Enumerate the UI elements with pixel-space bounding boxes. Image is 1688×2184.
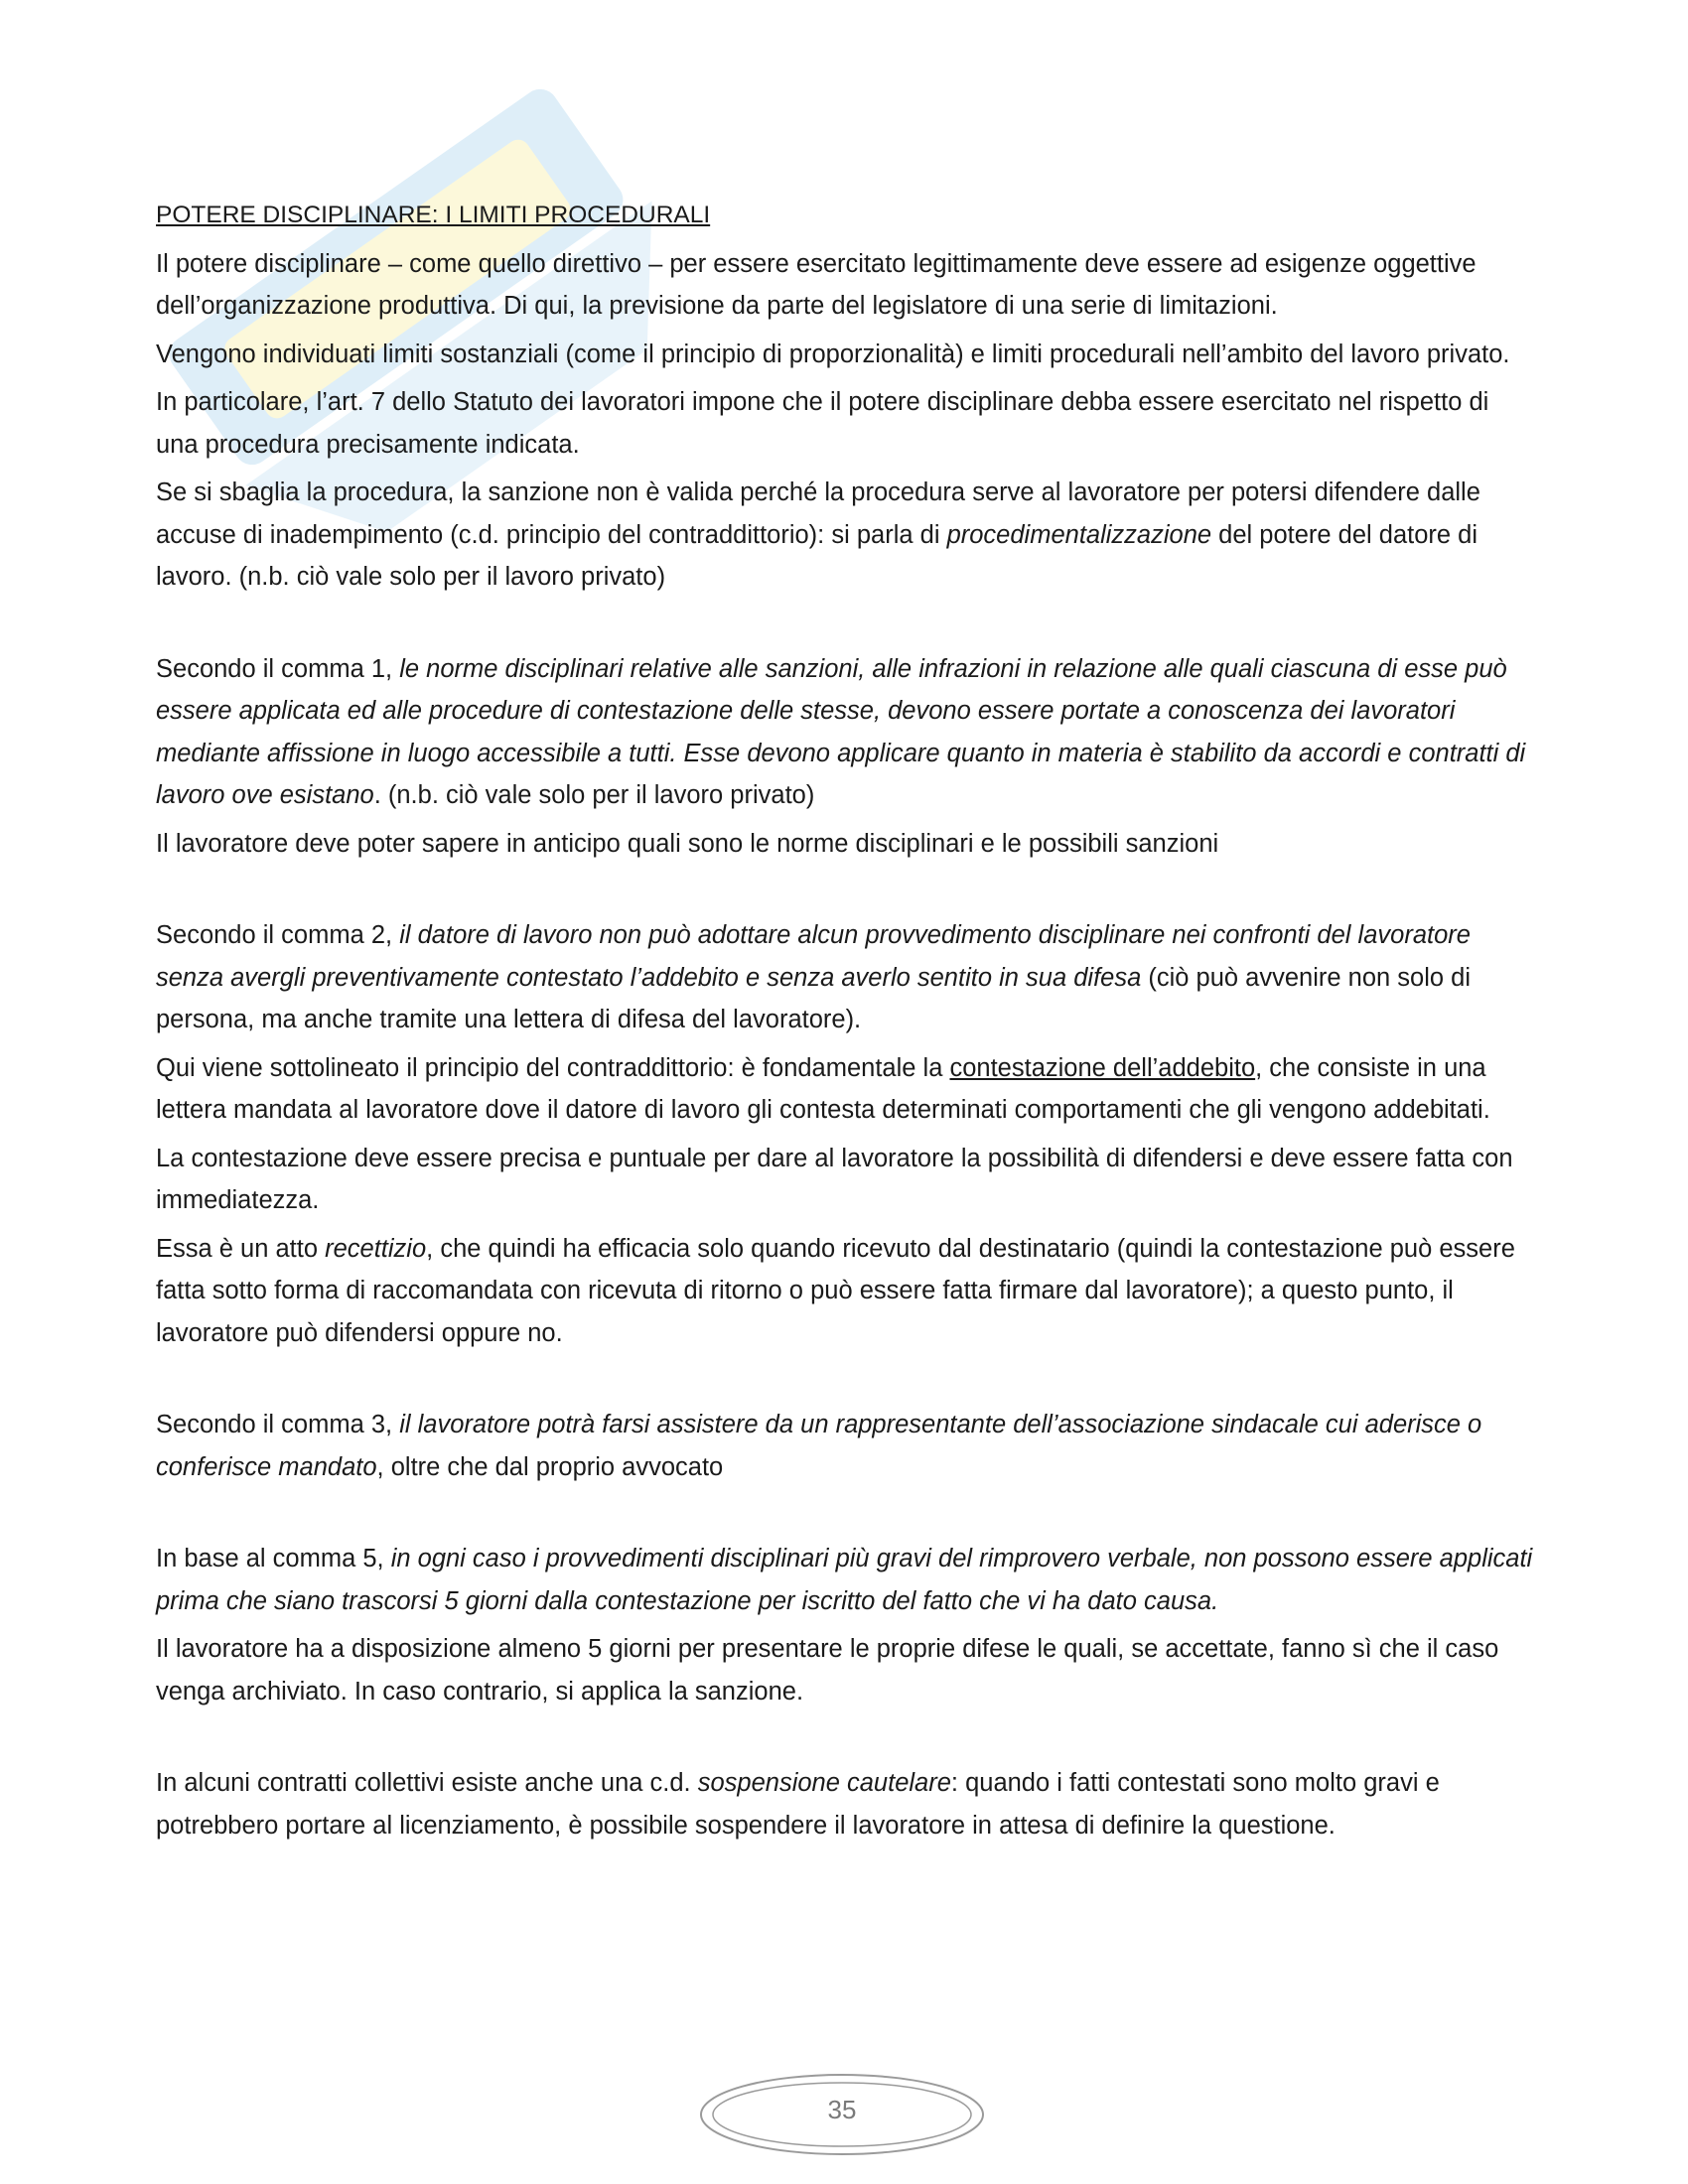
paragraph-comma-1: Secondo il comma 1, le norme disciplinari relative alle sanzioni, alle infrazioni in relazione alle quali ciascuna di esse può essere applicata ed alle procedure di contestazione delle stesse, devono essere portate a conoscenza dei lavoratori mediante affissione in luogo accessibile a tutti. Esse devono applicare quanto in materia è stabilito da accordi e contratti di lavoro ove esistano. (n.b. ciò vale solo per il lavoro privato): [156, 654, 1526, 809]
paragraph-sospensione: In alcuni contratti collettivi esiste anche una c.d. sospensione cautelare: quando i fatti contestati sono molto gravi e potrebbero portare al licenziamento, è possibile sospendere il lavoratore in attesa di definire la questione.: [156, 1769, 1440, 1840]
paragraph-comma-3: Secondo il comma 3, il lavoratore potrà farsi assistere da un rappresentante dell’associazione sindacale cui aderisce o conferisce mandato, oltre che dal proprio avvocato: [156, 1411, 1482, 1481]
document-body: [156, 195, 1536, 1846]
paragraph-contestazione: La contestazione deve essere precisa e puntuale per dare al lavoratore la possibilità di difendersi e deve essere fatta con immediatezza.: [156, 1144, 1513, 1214]
paragraph-recettizio: Essa è un atto recettizio, che quindi ha efficacia solo quando ricevuto dal destinatario (quindi la contestazione può essere fatta sotto forma di raccomandata con ricevuta di ritorno o può essere fatta firmare dal lavoratore); a questo punto, il lavoratore può difendersi oppure no.: [156, 1234, 1515, 1347]
paragraph-intro: Il potere disciplinare – come quello direttivo – per essere esercitato legittimamente deve essere ad esigenze oggettive dell’organizzazione produttiva. Di qui, la previsione da parte del legislatore di una serie di limitazioni.: [156, 249, 1477, 320]
page-number: 35: [827, 2095, 857, 2124]
paragraph-procedure: Se si sbaglia la procedura, la sanzione non è valida perché la procedura serve al lavoratore per potersi difendere dalle accuse di inadempimento (c.d. principio del contraddittorio): si parla di procedimentalizzazione del potere del datore di lavoro. (n.b. ciò vale solo per il lavoro privato): [156, 478, 1480, 591]
paragraph-comma-5: In base al comma 5, in ogni caso i provvedimenti disciplinari più gravi del rimprovero verbale, non possono essere applicati prima che siano trascorsi 5 giorni dalla contestazione per iscritto del fatto che vi ha dato causa.: [156, 1545, 1533, 1615]
paragraph-art7: In particolare, l’art. 7 dello Statuto dei lavoratori impone che il potere disciplinare debba essere esercitato nel rispetto di una procedura precisamente indicata.: [156, 388, 1489, 459]
paragraph-limits: Vengono individuati limiti sostanziali (come il principio di proporzionalità) e limiti procedurali nell’ambito del lavoro privato.: [156, 340, 1510, 368]
paragraph-comma-5-note: Il lavoratore ha a disposizione almeno 5 giorni per presentare le proprie difese le quali, se accettate, fanno sì che il caso venga archiviato. In caso contrario, si applica la sanzione.: [156, 1635, 1499, 1706]
paragraph-comma-2: Secondo il comma 2, il datore di lavoro non può adottare alcun provvedimento disciplinare nei confronti del lavoratore senza avergli preventivamente contestato l’addebito e senza averlo sentito in sua difesa (ciò può avvenire non solo di persona, ma anche tramite una lettera di difesa del lavoratore).: [156, 921, 1471, 1033]
paragraph-comma-1-note: Il lavoratore deve poter sapere in anticipo quali sono le norme disciplinari e le possibili sanzioni: [156, 829, 1219, 858]
section-heading: POTERE DISCIPLINARE: I LIMITI PROCEDURALI: [156, 202, 711, 228]
paragraph-contraddittorio: Qui viene sottolineato il principio del contraddittorio: è fondamentale la contestazione dell’addebito, che consiste in una lettera mandata al lavoratore dove il datore di lavoro gli contesta determinati comportamenti che gli vengono addebitati.: [156, 1053, 1490, 1124]
